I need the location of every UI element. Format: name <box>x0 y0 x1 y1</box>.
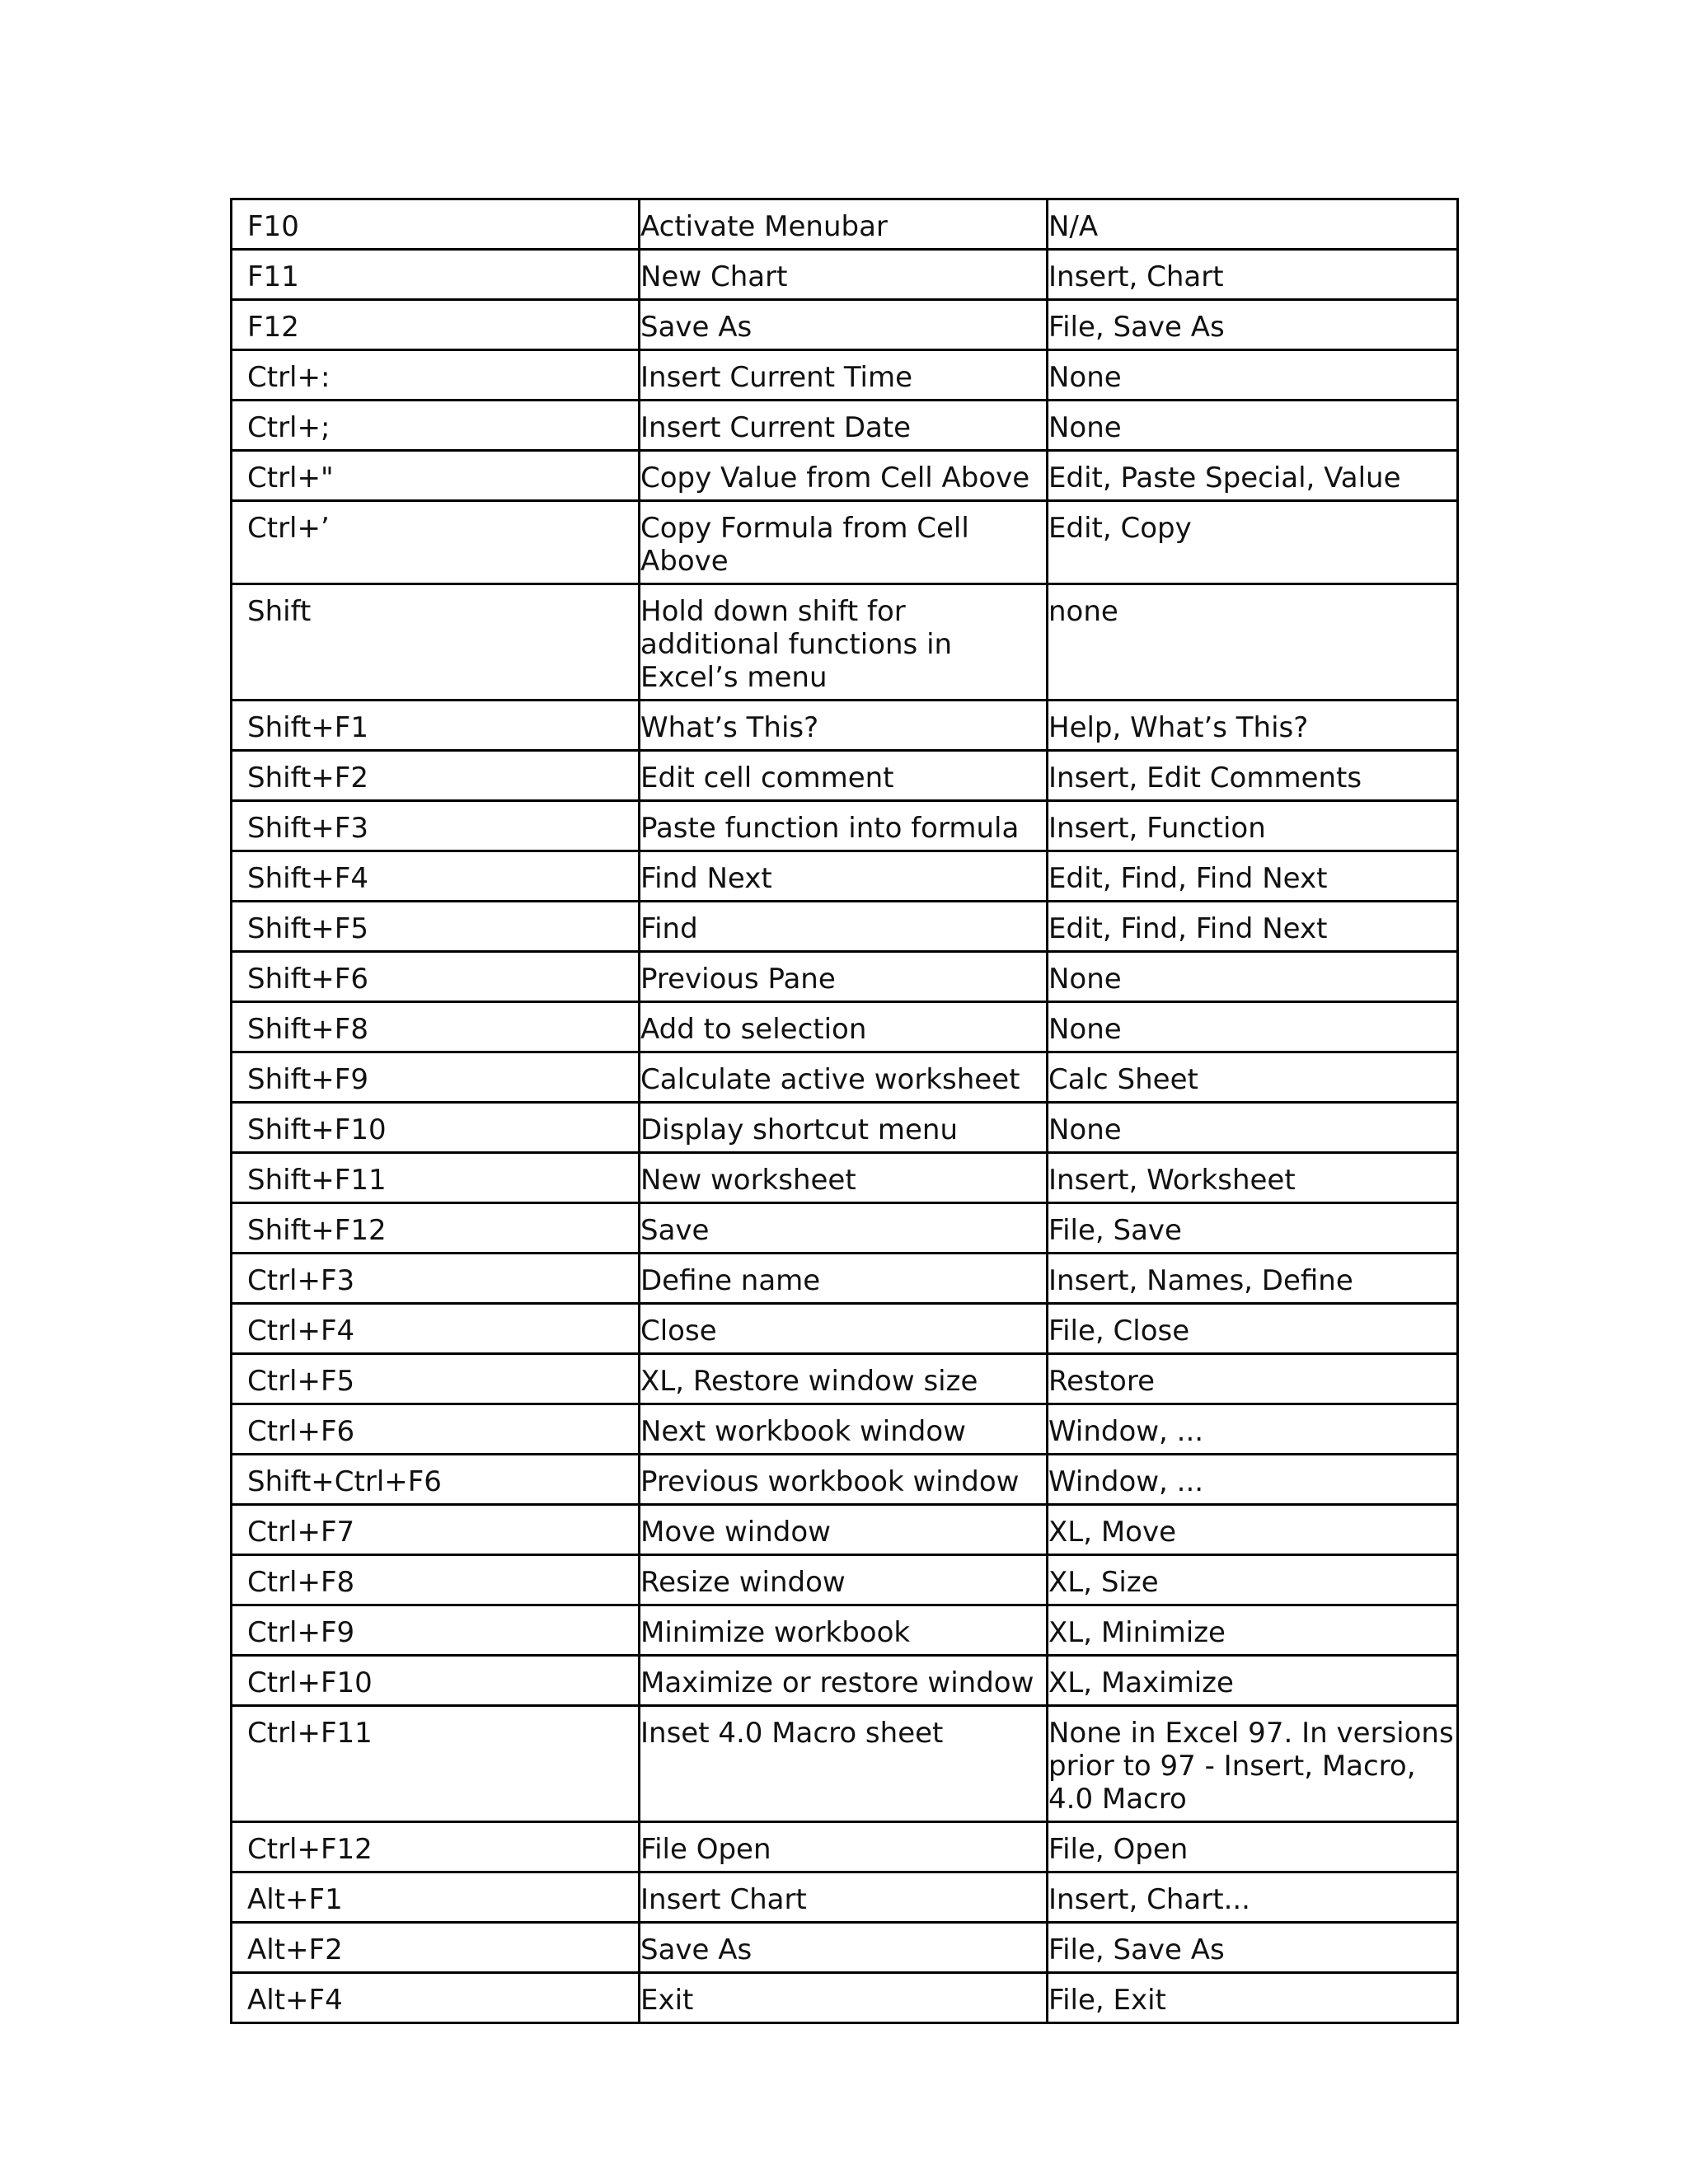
menu-equivalent-cell: N/A <box>1048 199 1458 250</box>
shortcut-key-cell: Ctrl+F9 <box>232 1605 640 1656</box>
table-row <box>232 1505 1458 1555</box>
action-cell: Display shortcut menu <box>640 1103 1048 1153</box>
table-row <box>232 1706 1458 1822</box>
action-cell: Find <box>640 902 1048 952</box>
menu-equivalent-cell: None in Excel 97. In versions prior to 97 - Insert, Macro, 4.0 Macro <box>1048 1706 1458 1822</box>
shortcut-table <box>230 198 1459 2024</box>
table-row <box>232 1605 1458 1656</box>
menu-equivalent-cell: Edit, Find, Find Next <box>1048 851 1458 902</box>
menu-equivalent-cell: Restore <box>1048 1354 1458 1404</box>
table-row <box>232 801 1458 851</box>
table-row <box>232 851 1458 902</box>
action-cell: Hold down shift for additional functions in Excel’s menu <box>640 584 1048 701</box>
menu-equivalent-cell: Window, ... <box>1048 1455 1458 1505</box>
shortcut-key-cell: Alt+F4 <box>232 1973 640 2023</box>
action-cell: Insert Chart <box>640 1872 1048 1923</box>
menu-equivalent-cell: Insert, Edit Comments <box>1048 751 1458 801</box>
shortcut-key-cell: Ctrl+F6 <box>232 1404 640 1455</box>
shortcut-key-cell: Ctrl+: <box>232 350 640 401</box>
table-row <box>232 1656 1458 1706</box>
action-cell: XL, Restore window size <box>640 1354 1048 1404</box>
table-row <box>232 1304 1458 1354</box>
shortcut-key-cell: Shift+F6 <box>232 952 640 1002</box>
table-row <box>232 1153 1458 1203</box>
table-row <box>232 300 1458 350</box>
table-row <box>232 1354 1458 1404</box>
shortcut-key-cell: Alt+F1 <box>232 1872 640 1923</box>
menu-equivalent-cell: Edit, Copy <box>1048 501 1458 584</box>
action-cell: Save As <box>640 1923 1048 1973</box>
shortcut-key-cell: Alt+F2 <box>232 1923 640 1973</box>
action-cell: File Open <box>640 1822 1048 1872</box>
table-row <box>232 1822 1458 1872</box>
shortcut-key-cell: Shift+F8 <box>232 1002 640 1052</box>
shortcut-key-cell: Shift+F4 <box>232 851 640 902</box>
menu-equivalent-cell: Insert, Worksheet <box>1048 1153 1458 1203</box>
menu-equivalent-cell: none <box>1048 584 1458 701</box>
shortcut-key-cell: Shift+F11 <box>232 1153 640 1203</box>
menu-equivalent-cell: File, Save As <box>1048 1923 1458 1973</box>
shortcut-key-cell: Shift+F12 <box>232 1203 640 1254</box>
menu-equivalent-cell: None <box>1048 952 1458 1002</box>
shortcut-key-cell: Shift <box>232 584 640 701</box>
action-cell: Maximize or restore window <box>640 1656 1048 1706</box>
shortcut-key-cell: Ctrl+F8 <box>232 1555 640 1605</box>
menu-equivalent-cell: XL, Maximize <box>1048 1656 1458 1706</box>
table-row <box>232 751 1458 801</box>
shortcut-key-cell: Shift+F2 <box>232 751 640 801</box>
table-row <box>232 401 1458 451</box>
shortcut-key-cell: Ctrl+F7 <box>232 1505 640 1555</box>
menu-equivalent-cell: Edit, Paste Special, Value <box>1048 451 1458 501</box>
menu-equivalent-cell: File, Save As <box>1048 300 1458 350</box>
shortcut-key-cell: Shift+Ctrl+F6 <box>232 1455 640 1505</box>
action-cell: Close <box>640 1304 1048 1354</box>
menu-equivalent-cell: File, Close <box>1048 1304 1458 1354</box>
action-cell: Inset 4.0 Macro sheet <box>640 1706 1048 1822</box>
table-row <box>232 501 1458 584</box>
menu-equivalent-cell: File, Open <box>1048 1822 1458 1872</box>
menu-equivalent-cell: None <box>1048 1103 1458 1153</box>
menu-equivalent-cell: Insert, Chart <box>1048 250 1458 300</box>
table-row <box>232 1002 1458 1052</box>
shortcut-key-cell: Ctrl+F5 <box>232 1354 640 1404</box>
shortcut-key-cell: Shift+F9 <box>232 1052 640 1103</box>
shortcut-key-cell: Shift+F10 <box>232 1103 640 1153</box>
action-cell: Previous Pane <box>640 952 1048 1002</box>
action-cell: Calculate active worksheet <box>640 1052 1048 1103</box>
action-cell: Edit cell comment <box>640 751 1048 801</box>
shortcut-key-cell: Ctrl+; <box>232 401 640 451</box>
action-cell: New worksheet <box>640 1153 1048 1203</box>
menu-equivalent-cell: Calc Sheet <box>1048 1052 1458 1103</box>
action-cell: Insert Current Date <box>640 401 1048 451</box>
shortcut-key-cell: Ctrl+F4 <box>232 1304 640 1354</box>
shortcut-key-cell: Ctrl+" <box>232 451 640 501</box>
menu-equivalent-cell: XL, Size <box>1048 1555 1458 1605</box>
action-cell: Save <box>640 1203 1048 1254</box>
menu-equivalent-cell: None <box>1048 1002 1458 1052</box>
menu-equivalent-cell: Window, ... <box>1048 1404 1458 1455</box>
menu-equivalent-cell: Insert, Chart... <box>1048 1872 1458 1923</box>
action-cell: Copy Formula from Cell Above <box>640 501 1048 584</box>
shortcut-key-cell: F12 <box>232 300 640 350</box>
shortcut-key-cell: Ctrl+F11 <box>232 1706 640 1822</box>
action-cell: Resize window <box>640 1555 1048 1605</box>
table-row <box>232 1203 1458 1254</box>
table-row <box>232 1455 1458 1505</box>
menu-equivalent-cell: File, Exit <box>1048 1973 1458 2023</box>
action-cell: Exit <box>640 1973 1048 2023</box>
action-cell: Move window <box>640 1505 1048 1555</box>
menu-equivalent-cell: Insert, Names, Define <box>1048 1254 1458 1304</box>
menu-equivalent-cell: None <box>1048 350 1458 401</box>
action-cell: What’s This? <box>640 701 1048 751</box>
action-cell: Save As <box>640 300 1048 350</box>
shortcut-key-cell: Ctrl+’ <box>232 501 640 584</box>
action-cell: Next workbook window <box>640 1404 1048 1455</box>
menu-equivalent-cell: Help, What’s This? <box>1048 701 1458 751</box>
table-row <box>232 584 1458 701</box>
table-row <box>232 1103 1458 1153</box>
shortcut-key-cell: Ctrl+F10 <box>232 1656 640 1706</box>
shortcut-key-cell: Shift+F1 <box>232 701 640 751</box>
shortcut-table-body <box>232 199 1458 2023</box>
menu-equivalent-cell: Insert, Function <box>1048 801 1458 851</box>
action-cell: Copy Value from Cell Above <box>640 451 1048 501</box>
table-row <box>232 451 1458 501</box>
action-cell: New Chart <box>640 250 1048 300</box>
shortcut-key-cell: F10 <box>232 199 640 250</box>
table-row <box>232 952 1458 1002</box>
table-row <box>232 1052 1458 1103</box>
table-row <box>232 1973 1458 2023</box>
table-row <box>232 701 1458 751</box>
menu-equivalent-cell: None <box>1048 401 1458 451</box>
shortcut-key-cell: Shift+F3 <box>232 801 640 851</box>
action-cell: Previous workbook window <box>640 1455 1048 1505</box>
action-cell: Define name <box>640 1254 1048 1304</box>
table-row <box>232 1254 1458 1304</box>
action-cell: Add to selection <box>640 1002 1048 1052</box>
table-row <box>232 1872 1458 1923</box>
action-cell: Paste function into formula <box>640 801 1048 851</box>
table-row <box>232 250 1458 300</box>
menu-equivalent-cell: XL, Minimize <box>1048 1605 1458 1656</box>
shortcut-key-cell: F11 <box>232 250 640 300</box>
action-cell: Activate Menubar <box>640 199 1048 250</box>
action-cell: Insert Current Time <box>640 350 1048 401</box>
shortcut-key-cell: Ctrl+F3 <box>232 1254 640 1304</box>
shortcut-key-cell: Ctrl+F12 <box>232 1822 640 1872</box>
table-row <box>232 1404 1458 1455</box>
table-row <box>232 1555 1458 1605</box>
action-cell: Find Next <box>640 851 1048 902</box>
shortcut-key-cell: Shift+F5 <box>232 902 640 952</box>
table-row <box>232 1923 1458 1973</box>
table-row <box>232 902 1458 952</box>
menu-equivalent-cell: Edit, Find, Find Next <box>1048 902 1458 952</box>
table-row <box>232 199 1458 250</box>
menu-equivalent-cell: XL, Move <box>1048 1505 1458 1555</box>
action-cell: Minimize workbook <box>640 1605 1048 1656</box>
menu-equivalent-cell: File, Save <box>1048 1203 1458 1254</box>
table-row <box>232 350 1458 401</box>
